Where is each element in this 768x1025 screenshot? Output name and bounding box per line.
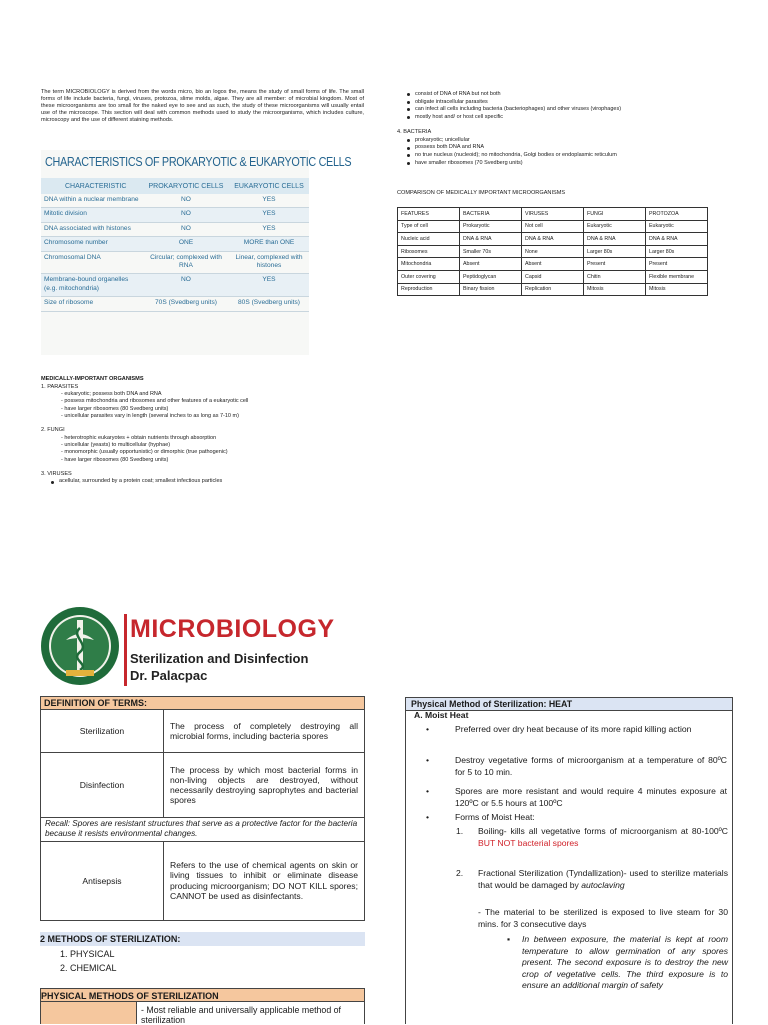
char-cell: MORE than ONE xyxy=(229,237,309,251)
title-divider xyxy=(124,614,127,686)
cmp-cell: Ribosomes xyxy=(398,245,460,258)
definition-cell: The process of completely destroying all microbial forms, including bacteria spores xyxy=(164,710,365,753)
university-seal-logo xyxy=(40,606,120,686)
list-item: 2. CHEMICAL xyxy=(60,963,117,973)
list-item: no true nucleus (nucleoid); no mitochondria, Golgi bodies or endoplasmic reticulum xyxy=(397,152,737,160)
characteristics-table-figure xyxy=(41,150,352,355)
bullet-icon: • xyxy=(426,755,430,765)
bullet-icon: • xyxy=(426,724,430,734)
term-cell: Sterilization xyxy=(41,710,164,753)
bacteria-title: 4. BACTERIA xyxy=(397,129,432,136)
cmp-cell: FEATURES xyxy=(398,208,460,221)
char-cell: NO xyxy=(143,274,229,297)
characteristics-table xyxy=(41,178,309,312)
char-cell: 70S (Svedberg units) xyxy=(143,297,229,311)
definition-cell: Refers to the use of chemical agents on skin or living tissues to inhibit or eliminate disease producing microorganism; DO NOT KILL spores; CANNOT be used as disinfectants. xyxy=(164,841,365,920)
cmp-cell: Absent xyxy=(522,258,584,271)
boiling-item xyxy=(478,826,728,849)
char-cell: NO xyxy=(143,194,229,208)
table-row xyxy=(398,245,708,258)
term-cell: Disinfection xyxy=(41,753,164,818)
list-item: have smaller ribosomes (70 Svedberg units) xyxy=(397,160,737,168)
table-row xyxy=(41,237,309,251)
list-item: - unicellular (yeasts) to multicellular (hyphae) xyxy=(61,441,171,448)
char-cell: Chromosome number xyxy=(41,237,143,251)
char-cell: Circular; complexed with RNA xyxy=(143,251,229,274)
char-cell: Size of ribosome xyxy=(41,297,143,311)
cmp-cell: FUNGI xyxy=(584,208,646,221)
cmp-cell: Peptidoglycan xyxy=(460,270,522,283)
cmp-cell: Binary fission xyxy=(460,283,522,296)
list-item: - monomorphic (usually opportunistic) or dimorphic (true pathogenic) xyxy=(61,449,228,456)
cmp-cell: Mitosis xyxy=(646,283,708,296)
list-number: 1. xyxy=(456,826,464,836)
bullet-icon: • xyxy=(426,786,430,796)
recall-note: Recall: Spores are resistant structures that serve as a protective factor for the bacteria because it resists environmental changes. xyxy=(41,818,365,841)
viruses-list xyxy=(41,478,381,486)
cmp-cell: Replication xyxy=(522,283,584,296)
char-cell: 80S (Svedberg units) xyxy=(229,297,309,311)
char-cell: Membrane-bound organelles (e.g. mitochondria) xyxy=(41,274,143,297)
cmp-cell: Eukaryotic xyxy=(646,220,708,233)
between-exposure-text: In between exposure, the material is kept at room temperature to allow germination of any spores present. The second exposure is to destroy the new crop of vegetative cells. The third exposure is to ensure an additional margin of safety xyxy=(522,934,728,990)
cmp-cell: Absent xyxy=(460,258,522,271)
parasites-list xyxy=(41,391,381,420)
table-row xyxy=(398,233,708,246)
organisms-heading: MEDICALLY-IMPORTANT ORGANISMS xyxy=(41,376,144,382)
table-row xyxy=(41,194,309,208)
comparison-table xyxy=(397,207,708,296)
list-item: - unicellular parasites vary in length (several inches to as long as 7-10 m) xyxy=(61,412,239,419)
cmp-cell: Present xyxy=(584,258,646,271)
heat-heading: Physical Method of Sterilization: HEAT xyxy=(406,698,732,711)
char-cell: YES xyxy=(229,208,309,222)
boiling-warning: BUT NOT bacterial spores xyxy=(478,837,579,848)
physical-label-cell xyxy=(41,1002,137,1024)
list-item: acellular, surrounded by a protein coat; smallest infectious particles xyxy=(41,478,381,486)
table-row xyxy=(41,251,309,274)
list-item: Destroy vegetative forms of microorganism at a temperature of 80ºC for 5 to 10 min. xyxy=(455,755,727,777)
char-cell: Chromosomal DNA xyxy=(41,251,143,274)
list-item: possess both DNA and RNA xyxy=(397,144,737,152)
cmp-cell: Nucleic acid xyxy=(398,233,460,246)
char-cell: ONE xyxy=(143,237,229,251)
term-cell: Antisepsis xyxy=(41,841,164,920)
moist-heat-heading: A. Moist Heat xyxy=(414,710,469,720)
char-header: CHARACTERISTIC xyxy=(41,178,143,194)
physical-methods-row xyxy=(40,1002,365,1024)
viruses-title: 3. VIRUSES xyxy=(41,470,72,477)
list-number: 2. xyxy=(456,868,464,878)
heat-section xyxy=(405,697,733,1024)
cmp-cell: Prokaryotic xyxy=(460,220,522,233)
cmp-cell: Mitochondria xyxy=(398,258,460,271)
char-cell: YES xyxy=(229,222,309,236)
square-bullet-icon: ▪ xyxy=(507,934,511,944)
organisms-section xyxy=(41,376,381,486)
table-row xyxy=(398,270,708,283)
physical-description: - Most reliable and universally applicable method of sterilization xyxy=(141,1005,341,1025)
cmp-cell: VIRUSES xyxy=(522,208,584,221)
table-row xyxy=(398,208,708,221)
bullet-icon: • xyxy=(426,812,430,822)
list-item: 1. PHYSICAL xyxy=(60,949,115,959)
cmp-cell: Flexible membrane xyxy=(646,270,708,283)
char-cell: YES xyxy=(229,274,309,297)
table-row xyxy=(398,283,708,296)
document-author: Dr. Palacpac xyxy=(130,668,208,683)
fractional-item xyxy=(478,868,728,891)
cmp-cell: DNA & RNA xyxy=(646,233,708,246)
cmp-cell: Mitosis xyxy=(584,283,646,296)
fungi-list xyxy=(41,435,381,464)
list-item: - have larger ribosomes (80 Svedberg units) xyxy=(61,456,169,463)
table-row xyxy=(41,297,309,311)
list-item: obligate intracellular parasites xyxy=(397,99,737,107)
cmp-cell: PROTOZOA xyxy=(646,208,708,221)
cmp-cell: Larger 80s xyxy=(646,245,708,258)
bacteria-list xyxy=(397,137,737,167)
table-row xyxy=(41,208,309,222)
list-item: Preferred over dry heat because of its more rapid killing action xyxy=(455,724,692,734)
list-item: - heterotrophic eukaryotes + obtain nutrients through absorption xyxy=(61,434,217,441)
cmp-cell: Eukaryotic xyxy=(584,220,646,233)
list-item: - have larger ribosomes (80 Svedberg units) xyxy=(61,405,169,412)
char-cell: Mitotic division xyxy=(41,208,143,222)
parasites-title: 1. PARASITES xyxy=(41,383,79,390)
cmp-cell: Capsid xyxy=(522,270,584,283)
fractional-text: Fractional Sterilization (Tyndallization)- used to sterilize materials that would be damaged by xyxy=(478,868,728,890)
table-row xyxy=(41,222,309,236)
exposure-text: - The material to be sterilized is exposed to live steam for 30 mins. for 3 consecutive days xyxy=(478,907,728,929)
table-row xyxy=(41,841,365,920)
table-row xyxy=(398,220,708,233)
char-cell: DNA within a nuclear membrane xyxy=(41,194,143,208)
char-cell: Linear, complexed with histones xyxy=(229,251,309,274)
definition-cell: The process by which most bacterial forms in non-living objects are destroyed, without necessarily destroying saprophytes and bacterial spores xyxy=(164,753,365,818)
boiling-text: Boiling- kills all vegetative forms of microorganism at 80-100ºC xyxy=(478,826,728,836)
intro-paragraph: The term MICROBIOLOGY is derived from the words micro, bio an logos the, means the study of small forms of life. The small forms of life include bacteria, fungi, viruses, protozoa, slime molds, algae. They are all member: of microbial kingdom. Most of these microorganisms are too small for the naked eye to see and as such, the study of these microorganisms will usually entail use of the microscope. This section will deal with common methods used to study the microorganisms, which includes culture, microscopy and the use of different staining methods. xyxy=(41,89,364,124)
char-cell: NO xyxy=(143,208,229,222)
cmp-cell: Type of cell xyxy=(398,220,460,233)
table-row xyxy=(41,274,309,297)
physical-methods-heading: PHYSICAL METHODS OF STERILIZATION xyxy=(40,988,365,1002)
table-row xyxy=(41,818,365,841)
list-item: consist of DNA of RNA but not both xyxy=(397,91,737,99)
cmp-cell: Smaller 70s xyxy=(460,245,522,258)
viruses-cont-list xyxy=(397,91,737,121)
cmp-cell: BACTERIA xyxy=(460,208,522,221)
cmp-cell: DNA & RNA xyxy=(522,233,584,246)
document-subtitle: Sterilization and Disinfection xyxy=(130,651,309,666)
cmp-cell: Not cell xyxy=(522,220,584,233)
cmp-cell: None xyxy=(522,245,584,258)
list-item: Forms of Moist Heat: xyxy=(455,812,535,822)
char-header: EUKARYOTIC CELLS xyxy=(229,178,309,194)
methods-heading: 2 METHODS OF STERILIZATION: xyxy=(40,932,365,946)
list-item: can infect all cells including bacteria (bacteriophages) and other viruses (virophages) xyxy=(397,106,737,114)
list-item: - possess mitochondria and ribosomes and other features of a eukaryotic cell xyxy=(61,398,249,405)
table-row xyxy=(41,753,365,818)
cmp-cell: DNA & RNA xyxy=(584,233,646,246)
fungi-title: 2. FUNGI xyxy=(41,427,65,434)
char-cell: NO xyxy=(143,222,229,236)
cmp-cell: DNA & RNA xyxy=(460,233,522,246)
cmp-cell: Reproduction xyxy=(398,283,460,296)
cmp-cell: Larger 80s xyxy=(584,245,646,258)
fractional-italic: autoclaving xyxy=(581,879,625,890)
list-item: Spores are more resistant and would require 4 minutes exposure at 120ºC or 5.5 hours at 100ºC xyxy=(455,786,727,808)
methods-list xyxy=(60,947,117,975)
table-row xyxy=(398,258,708,271)
definitions-heading: DEFINITION OF TERMS: xyxy=(41,697,365,710)
document-title: MICROBIOLOGY xyxy=(130,615,335,643)
char-cell: YES xyxy=(229,194,309,208)
definitions-table xyxy=(40,696,365,921)
char-header: PROKARYOTIC CELLS xyxy=(143,178,229,194)
cmp-cell: Chitin xyxy=(584,270,646,283)
cmp-cell: Outer covering xyxy=(398,270,460,283)
characteristics-title: CHARACTERISTICS OF PROKARYOTIC & EUKARYOTIC CELLS xyxy=(45,154,352,169)
char-cell: DNA associated with histones xyxy=(41,222,143,236)
list-item: mostly host and/ or host cell specific xyxy=(397,114,737,122)
right-column xyxy=(397,91,737,167)
comparison-title: COMPARISON OF MEDICALLY IMPORTANT MICROORGANISMS xyxy=(397,190,566,196)
table-row xyxy=(41,710,365,753)
cmp-cell: Present xyxy=(646,258,708,271)
list-item: prokaryotic; unicellular xyxy=(397,137,737,145)
list-item: - eukaryotic; possess both DNA and RNA xyxy=(61,391,162,397)
